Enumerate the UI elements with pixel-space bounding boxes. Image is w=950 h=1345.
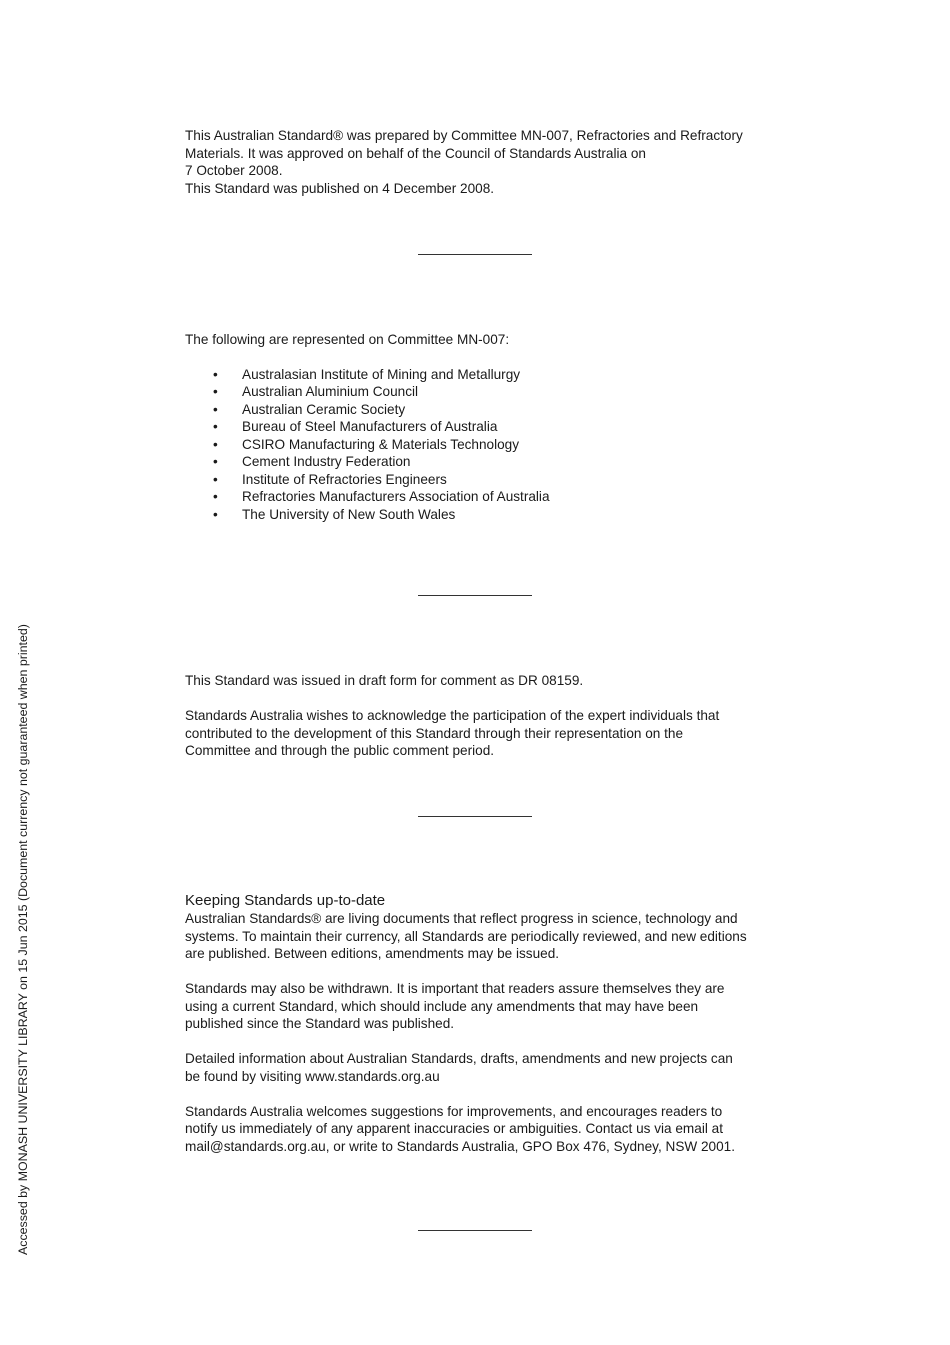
paragraph-line: Detailed information about Australian Standards, drafts, amendments and new projects can — [185, 1051, 733, 1066]
keeping-standards-section — [185, 892, 775, 1155]
committee-member: Australian Ceramic Society — [242, 401, 406, 417]
committee-member: Bureau of Steel Manufacturers of Australia — [242, 419, 498, 434]
bullet-icon: • — [213, 436, 218, 452]
section-divider — [418, 1230, 532, 1231]
committee-member: Australasian Institute of Mining and Metallurgy — [242, 366, 521, 382]
paragraph-line: mail@standards.org.au, or write to Standards Australia, GPO Box 476, Sydney, NSW 2001. — [185, 1138, 736, 1154]
preparation-line: Materials. It was approved on behalf of the Council of Standards Australia on — [185, 145, 646, 161]
paragraph-line: systems. To maintain their currency, all Standards are periodically reviewed, and new editions — [185, 928, 747, 944]
preparation-statement — [185, 127, 775, 197]
bullet-icon: • — [213, 401, 218, 417]
acknowledgement-line: contributed to the development of this Standard through their representation on the — [185, 725, 684, 741]
bullet-icon: • — [213, 454, 218, 469]
paragraph-line: Standards Australia welcomes suggestions for improvements, and encourages readers to — [185, 1103, 723, 1119]
bullet-icon: • — [213, 471, 218, 487]
list-item — [185, 506, 775, 524]
section-divider — [418, 595, 532, 596]
paragraph-line: using a current Standard, which should include any amendments that may have been — [185, 998, 699, 1014]
committee-member: CSIRO Manufacturing & Materials Technology — [242, 436, 520, 452]
committee-member-list — [185, 366, 775, 524]
list-item — [185, 383, 775, 401]
committee-member: Refractories Manufacturers Association of Australia — [242, 489, 550, 504]
committee-section — [185, 331, 775, 523]
committee-member: Australian Aluminium Council — [242, 384, 419, 399]
list-item — [185, 366, 775, 384]
list-item — [185, 436, 775, 454]
committee-member: Cement Industry Federation — [242, 454, 411, 469]
bullet-icon: • — [213, 366, 218, 382]
bullet-icon: • — [213, 419, 218, 434]
acknowledgement-line: Committee and through the public comment period. — [185, 743, 495, 758]
preparation-line: This Australian Standard® was prepared by Committee MN-007, Refractories and Refractory — [185, 128, 743, 143]
paragraph-line: Australian Standards® are living documents that reflect progress in science, technology and — [185, 911, 738, 926]
committee-member: The University of New South Wales — [242, 506, 456, 522]
publication-date-line: This Standard was published on 4 December 2008. — [185, 180, 495, 196]
section-heading: Keeping Standards up-to-date — [185, 892, 386, 909]
bullet-icon: • — [213, 489, 218, 504]
list-item — [185, 488, 775, 506]
list-item — [185, 418, 775, 436]
paragraph-line: notify us immediately of any apparent inaccuracies or ambiguities. Contact us via email at — [185, 1121, 723, 1136]
section-divider — [418, 254, 532, 255]
list-item — [185, 401, 775, 419]
section-divider — [418, 816, 532, 817]
bullet-icon: • — [213, 384, 218, 399]
paragraph-line: be found by visiting www.standards.org.au — [185, 1068, 440, 1084]
committee-member: Institute of Refractories Engineers — [242, 471, 447, 487]
approval-date-line: 7 October 2008. — [185, 163, 283, 178]
list-item — [185, 471, 775, 489]
draft-section — [185, 672, 775, 760]
draft-issued: This Standard was issued in draft form for comment as DR 08159. — [185, 673, 584, 688]
paragraph-line: are published. Between editions, amendments may be issued. — [185, 946, 560, 961]
acknowledgement-line: Standards Australia wishes to acknowledge the participation of the expert individuals that — [185, 708, 720, 723]
paragraph-line: Standards may also be withdrawn. It is important that readers assure themselves they are — [185, 981, 725, 996]
list-item — [185, 453, 775, 471]
access-note: Accessed by MONASH UNIVERSITY LIBRARY on 15 Jun 2015 (Document currency not guaranteed when printed) — [16, 624, 30, 1255]
access-watermark — [14, 595, 32, 1255]
bullet-icon: • — [213, 506, 218, 522]
paragraph-line: published since the Standard was published. — [185, 1016, 455, 1031]
committee-intro: The following are represented on Committee MN-007: — [185, 332, 510, 347]
